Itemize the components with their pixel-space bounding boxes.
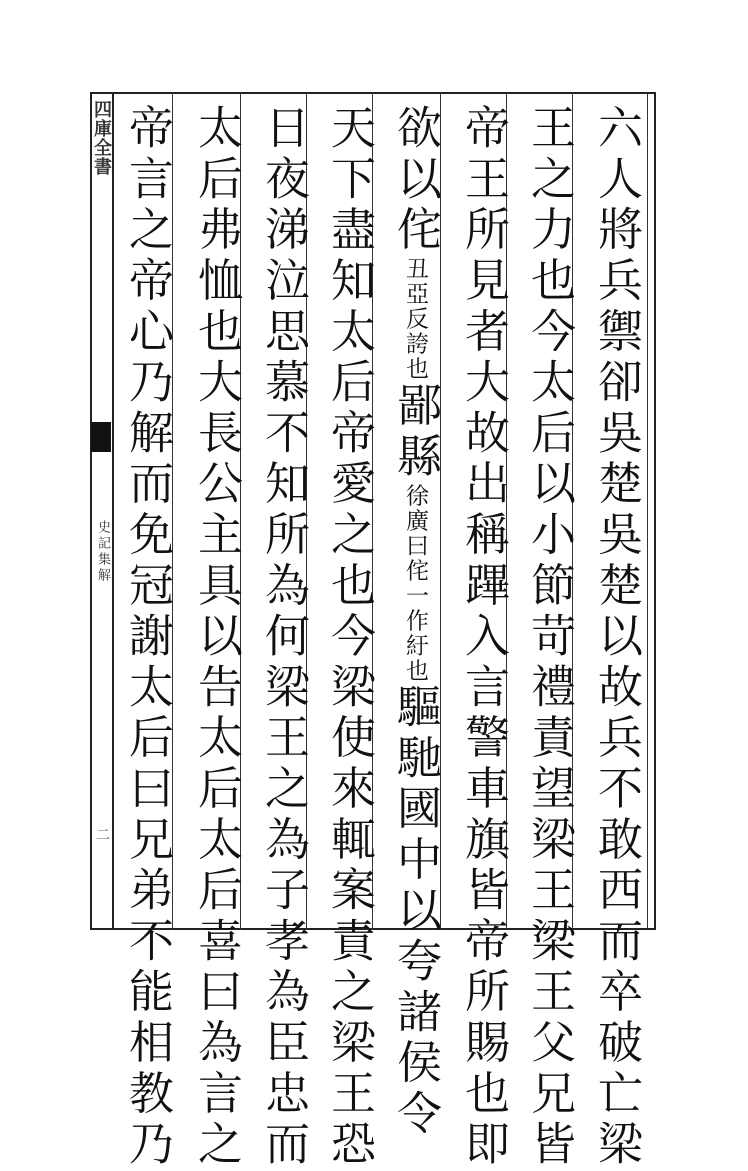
- annotation-right: 徐廣曰侘: [402, 483, 428, 584]
- text-column-8: 帝言之帝心乃解而免冠謝太后曰兄弟不能相教乃: [121, 104, 174, 1171]
- annotation-left: 一作紆也: [402, 583, 428, 684]
- text-column-4: [386, 104, 444, 1141]
- frame-inner-rule: [647, 94, 648, 928]
- margin-spine: [90, 92, 114, 930]
- text-column-7: 太后弗恤也大長公主具以告太后太后喜曰為言之: [190, 104, 243, 1171]
- margin-page-number: 二: [94, 827, 110, 841]
- annotation-left: 誇也: [402, 331, 428, 382]
- margin-book-title: 史記集解: [95, 520, 110, 584]
- margin-fishtail-mark: [91, 422, 111, 452]
- margin-title: 四庫全書: [91, 100, 112, 176]
- text-column-1: 六人將兵禦卻吳楚吳楚以故兵不敢西而卒破亡梁: [590, 104, 643, 1171]
- text-column-6: 日夜涕泣思慕不知所為何梁王之為子孝為臣忠而: [257, 104, 310, 1171]
- column-text: 鄙縣: [389, 381, 442, 484]
- annotation-right: 丑亞反: [402, 256, 428, 332]
- text-column-5: 天下盡知太后帝愛之也今梁使來輒案責之梁王恐: [323, 104, 376, 1171]
- text-column-3: 帝王所見者大故出稱蹕入言警車旗皆帝所賜也即: [457, 104, 510, 1171]
- column-text: 欲以侘: [389, 104, 442, 257]
- column-text: 驅馳國中以夸諸侯令: [389, 683, 442, 1141]
- text-column-2: 王之力也今太后以小節苛禮責望梁王梁王父兄皆: [523, 104, 576, 1171]
